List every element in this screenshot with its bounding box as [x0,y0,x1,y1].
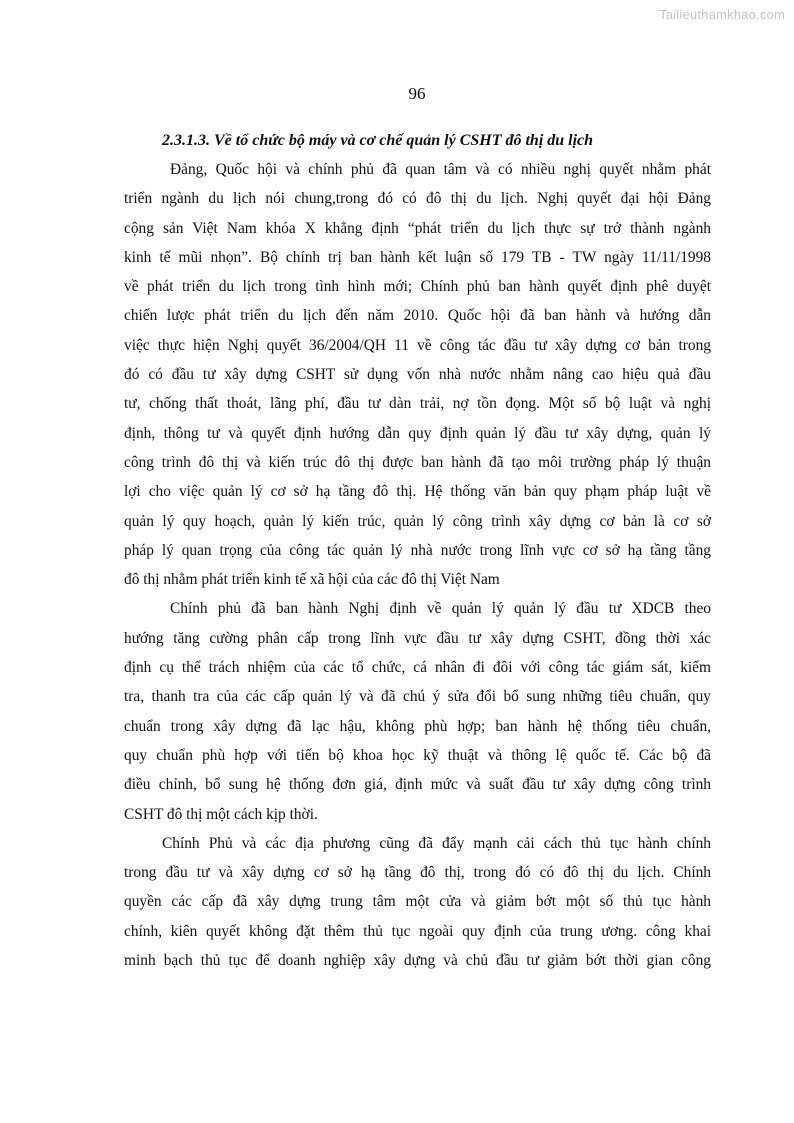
paragraph-line: minh bạch thủ tục để doanh nghiệp xây dựng và chủ đầu tư giảm bớt thời gian công [124,952,711,970]
paragraph-line: tra, thanh tra của các cấp quản lý và đã chú ý sửa đổi bổ sung những tiêu chuẩn, quy [124,688,711,706]
paragraph-line: CSHT đô thị một cách kịp thời. [124,805,318,823]
paragraph-line: việc thực hiện Nghị quyết 36/2004/QH 11 về công tác đầu tư xây dựng cơ bản trong [124,336,711,354]
paragraph-line: đó có đầu tư xây dựng CSHT sử dụng vốn nhà nước nhằm nâng cao hiệu quả đầu [124,366,711,384]
paragraph-line: Chính Phủ và các địa phương cũng đã đẩy mạnh cải cách thủ tục hành chính [162,834,711,852]
paragraph-line: trong đầu tư và xây dựng cơ sở hạ tầng đô thị, trong đó có đô thị du lịch. Chính [124,864,711,882]
section-heading: 2.3.1.3. Về tổ chức bộ máy và cơ chế quản lý CSHT đô thị du lịch [162,132,594,149]
watermark: Tailieuthamkhao.com [659,7,785,22]
paragraph-line: kinh tế mũi nhọn”. Bộ chính trị ban hành kết luận số 179 TB - TW ngày 11/11/1998 [124,248,711,266]
paragraph-line: tư, chống thất thoát, lãng phí, đầu tư dàn trải, nợ tồn đọng. Một số bộ luật và nghị [124,395,711,413]
paragraph-line: chính, kiên quyết không đặt thêm thủ tục ngoài quy định của trung ương. công khai [124,922,711,940]
paragraph-2 [124,594,711,828]
page-number: 96 [408,84,426,103]
paragraph-line: về phát triển du lịch trong tình hình mới; Chính phủ ban hành quyết định phê duyệt [124,278,711,296]
paragraph-line: cộng sản Việt Nam khóa X khẳng định “phát triển du lịch thực sự trở thành ngành [124,219,711,237]
paragraph-line: công trình đô thị và kiến trúc đô thị được ban hành đã tạo môi trường pháp lý thuận [124,453,711,471]
paragraph-line: Đảng, Quốc hội và chính phủ đã quan tâm và có nhiều nghị quyết nhằm phát [170,161,711,178]
paragraph-line: chiến lược phát triển du lịch đến năm 2010. Quốc hội đã ban hành và hướng dẫn [124,307,711,325]
paragraph-line: quyền các cấp đã xây dựng trung tâm một cửa và giảm bớt một số thủ tục hành [124,893,711,911]
paragraph-3 [124,829,711,975]
paragraph-1 [124,155,711,594]
paragraph-line: quy chuẩn phù hợp với tiến bộ khoa học kỹ thuật và thông lệ quốc tế. Các bộ đã [124,746,711,764]
document-body [124,126,711,975]
paragraph-line: điều chỉnh, bổ sung hệ thống đơn giá, định mức và suất đầu tư xây dựng công trình [124,776,711,794]
paragraph-line: hướng tăng cường phân cấp trong lĩnh vực đầu tư xây dựng CSHT, đồng thời xác [124,629,711,647]
paragraph-line: chuẩn trong xây dựng đã lạc hậu, không phù hợp; ban hành hệ thống tiêu chuẩn, [124,717,711,735]
paragraph-line: quản lý quy hoạch, quản lý kiến trúc, quản lý công trình xây dựng cơ bản là cơ sở [124,512,711,530]
paragraph-line: triển ngành du lịch nói chung,trong đó có đô thị du lịch. Nghị quyết đại hội Đảng [124,190,711,208]
paragraph-line: lợi cho việc quản lý cơ sở hạ tầng đô thị. Hệ thống văn bản quy phạm pháp luật về [124,483,711,501]
paragraph-line: Chính phủ đã ban hành Nghị định về quản lý quản lý đầu tư XDCB theo [170,600,711,618]
paragraph-line: đô thị nhằm phát triển kinh tế xã hội của các đô thị Việt Nam [124,571,500,589]
paragraph-line: định cụ thể trách nhiệm của các tổ chức, cá nhân đi đôi với công tác giám sát, kiểm [124,659,711,677]
paragraph-line: pháp lý quan trọng của công tác quản lý nhà nước trong lĩnh vực cơ sở hạ tầng tầng [124,541,711,559]
paragraph-line: định, thông tư và quyết định hướng dẫn quy định quản lý đầu tư xây dựng, quản lý [124,424,711,442]
